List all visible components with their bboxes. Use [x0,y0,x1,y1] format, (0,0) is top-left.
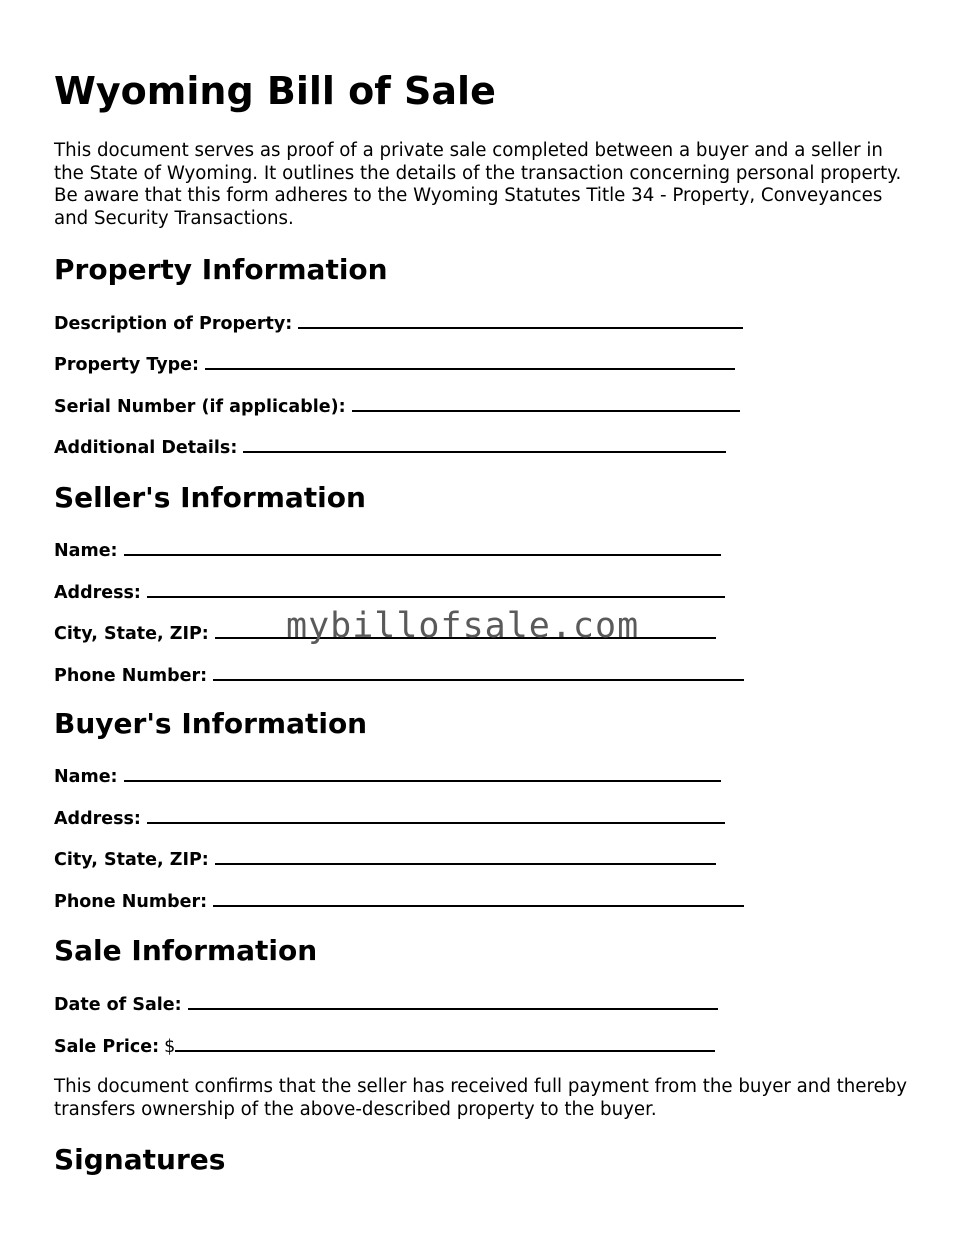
seller-city-blank[interactable] [215,621,716,639]
seller-address-field [54,580,725,604]
property-type-field [54,352,735,376]
seller-address-blank[interactable] [147,580,725,598]
buyer-address-field [54,806,725,830]
additional-details-blank[interactable] [243,435,726,453]
serial-number-label: Serial Number (if applicable): [54,397,346,417]
closing-paragraph: This document confirms that the seller has received full payment from the buyer and thereby transfers ownership of the above-described property to the buyer. [54,1076,908,1120]
sale-price-blank[interactable] [175,1034,715,1052]
sale-date-label: Date of Sale: [54,995,182,1015]
buyer-phone-blank[interactable] [213,889,744,907]
intro-paragraph: This document serves as proof of a private sale completed between a buyer and a seller in the State of Wyoming. It outlines the details of the transaction concerning personal property. Be aware that this form adheres to the Wyoming Statutes Title 34 - Property, Conveyances and Security Transactions. [54,140,902,229]
seller-name-field [54,538,721,562]
signatures-section-heading: Signatures [54,1143,226,1176]
sale-date-field [54,992,718,1016]
additional-details-field [54,435,726,459]
buyer-section-heading: Buyer's Information [54,707,368,740]
additional-details-label: Additional Details: [54,438,238,458]
property-section-heading: Property Information [54,253,388,286]
buyer-city-label: City, State, ZIP: [54,850,209,870]
serial-number-field [54,394,740,418]
buyer-address-label: Address: [54,809,141,829]
buyer-city-field [54,847,716,871]
buyer-address-blank[interactable] [147,806,725,824]
seller-name-label: Name: [54,541,118,561]
property-description-blank[interactable] [298,311,743,329]
property-description-label: Description of Property: [54,314,293,334]
sale-price-label: Sale Price: [54,1037,160,1057]
seller-phone-field [54,663,744,687]
buyer-city-blank[interactable] [215,847,716,865]
property-type-blank[interactable] [205,352,735,370]
watermark-text: mybillofsale.com [286,606,640,646]
serial-number-blank[interactable] [352,394,740,412]
seller-city-label: City, State, ZIP: [54,624,209,644]
seller-city-field [54,621,716,645]
seller-section-heading: Seller's Information [54,481,366,514]
currency-symbol: $ [164,1037,176,1057]
seller-address-label: Address: [54,583,141,603]
sale-section-heading: Sale Information [54,934,318,967]
buyer-phone-label: Phone Number: [54,892,208,912]
buyer-name-field [54,764,721,788]
sale-date-blank[interactable] [188,992,718,1010]
seller-name-blank[interactable] [124,538,721,556]
buyer-name-blank[interactable] [124,764,721,782]
property-type-label: Property Type: [54,355,200,375]
seller-phone-label: Phone Number: [54,666,208,686]
document-title: Wyoming Bill of Sale [54,69,496,113]
seller-phone-blank[interactable] [213,663,744,681]
sale-price-field [54,1034,715,1058]
buyer-phone-field [54,889,744,913]
property-description-field [54,311,743,335]
buyer-name-label: Name: [54,767,118,787]
